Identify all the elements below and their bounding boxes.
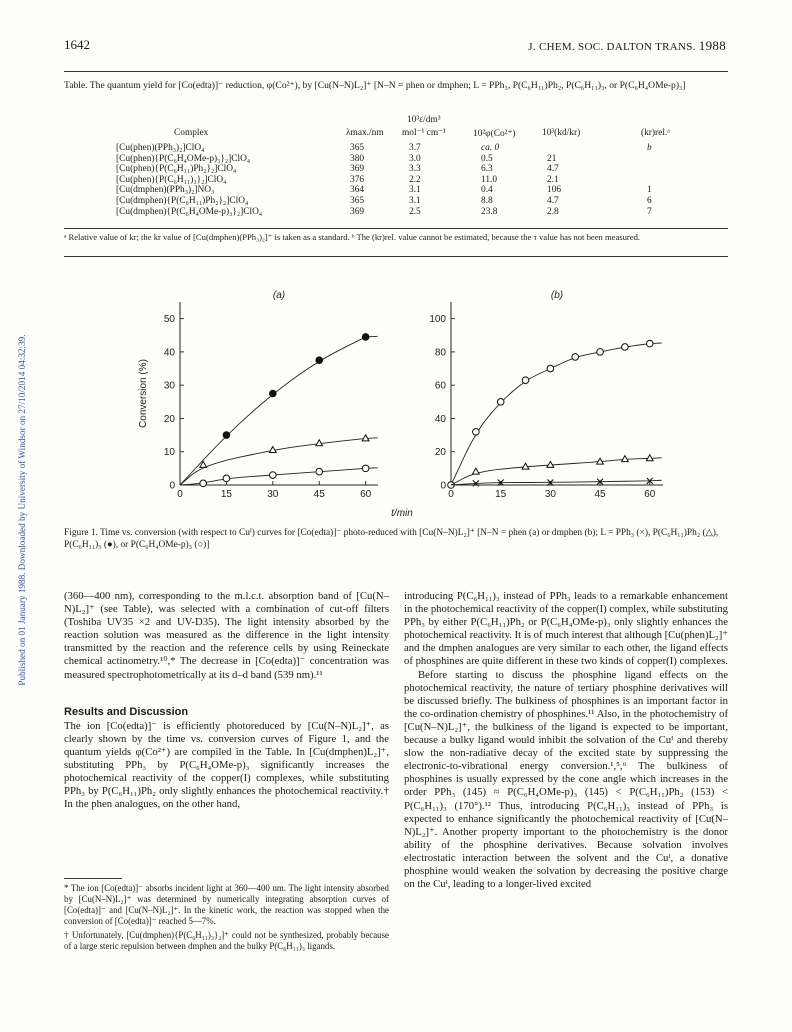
y-tick-label: 100: [429, 314, 446, 326]
journal-year: 1988: [698, 38, 726, 53]
y-tick-label: 40: [163, 347, 175, 359]
right-column: [404, 590, 728, 891]
y-tick-label: 20: [163, 413, 175, 425]
y-tick-label: 0: [440, 480, 446, 492]
footnote-rule: [64, 878, 122, 879]
table-footnote: ᵃ Relative value of kr; the kr value of [Cu(dmphen)(PPh₃)₂]⁺ is taken as a standard. ᵇ The (kr)rel. value cannot be estimated, because the τ value has not been measured.: [64, 232, 641, 242]
table-row: [Cu(dmphen)(PPh₃)₂]NO₃ 364 3.1 0.4 106 1: [116, 185, 652, 196]
series-curve: [180, 336, 378, 485]
data-point: [362, 334, 369, 341]
footnotes: [64, 883, 389, 955]
panel-label: (a): [272, 290, 286, 301]
x-tick-label: 60: [644, 489, 656, 500]
x-tick-label: 45: [313, 489, 325, 500]
data-point: [223, 475, 230, 482]
data-point: [316, 468, 323, 475]
data-point: [316, 440, 323, 446]
x-tick-label: 60: [360, 489, 372, 500]
data-point: [622, 456, 629, 462]
header-phi: 10²φ(Co²⁺): [473, 129, 516, 139]
table-top-rule: [64, 71, 728, 72]
x-tick-label: 0: [448, 489, 454, 500]
y-tick-label: 40: [434, 413, 446, 425]
data-point: [646, 455, 653, 461]
table-end-rule: [64, 256, 728, 257]
data-point: [362, 435, 369, 441]
x-tick-label: 30: [267, 489, 279, 500]
table-row: [Cu(phen){P(C₆H₁₁)₃}₂]ClO₄ 376 2.2 11.0 2.1: [116, 174, 559, 185]
page-number: 1642: [64, 37, 90, 52]
header-krrel: (kr)rel.ᵃ: [641, 128, 670, 138]
body-paragraph: The ion [Co(edta)]⁻ is efficiently photoreduced by [Cu(N–N)L₂]⁺, as clearly shown by the time vs. conversion curves of Figure 1, and the quantum yields φ(Co²⁺) are compiled in the Table. In [Cu(dmphen)L₂]⁺, substituting PPh₃ by P(C₆H₄OMe-p)₃ significantly increases the photochemical reactivity of the copper(I) complexes, while substituting PPh₃ by P(C₆H₁₁)Ph₂ only slightly enhances the photochemical reactivity.† In the phen analogues, on the other hand,: [64, 719, 389, 811]
data-point: [497, 399, 504, 406]
data-point: [597, 349, 604, 356]
header-complex: Complex: [174, 128, 209, 138]
data-point: [270, 390, 277, 397]
data-point: [270, 472, 277, 479]
body-paragraph: (360—400 nm), corresponding to the m.l.c.t. absorption band of [Cu(N–N)L₂]⁺ (see Table), was selected with a combination of cut-off filters (Toshiba UV35 ×2 and UV-D35). The light intensity absorbed by the reaction solution was measured as the difference in the light intensity transmitted by the reaction and the reference cells by using Reineckate chemical actinometry.¹⁰,* The decrease in [Co(edta)]⁻ concentration was measured spectrophotometrically at its d–d band (539 nm).¹¹: [64, 590, 389, 681]
x-tick-label: 15: [495, 489, 507, 500]
footnote: * The ion [Co(edta)]⁻ absorbs incident light at 360—400 nm. The light intensity absorbed by [Cu(N–N)L₂]⁺ was determined by numerically integrating absorption curves of [Co(edta)]⁻ and [Cu(N–N)L₂]⁺. In the kinetic work, the reaction was stopped when the conversion of [Co(edta)]⁻ reached 5—7%.: [64, 883, 389, 926]
data-point: [646, 340, 653, 347]
data-point: [572, 354, 579, 361]
table-row: [Cu(dmphen){P(C₆H₁₁)Ph₂}₂]ClO₄ 365 3.1 8.8 4.7 6: [116, 195, 652, 206]
y-tick-label: 0: [169, 480, 175, 492]
x-tick-label: 30: [544, 489, 556, 500]
data-point: [473, 428, 480, 435]
x-tick-label: 15: [220, 489, 232, 500]
data-point: [522, 377, 529, 384]
table-body: [64, 143, 728, 217]
data-point: [622, 344, 629, 351]
y-tick-label: 10: [163, 447, 175, 459]
download-stamp: Published on 01 January 1988. Downloaded by University of Windsor on 27/10/2014 04:32:39.: [17, 334, 27, 686]
y-tick-label: 60: [434, 380, 446, 392]
header-lambda: λmax./nm: [346, 128, 384, 138]
journal-name: J. CHEM. SOC. DALTON TRANS.: [528, 41, 696, 53]
table-bottom-rule: [64, 228, 728, 229]
series-curve: [180, 438, 378, 485]
journal-header: [528, 38, 726, 54]
header-epsilon-top: 10³ε/dm³: [407, 115, 441, 125]
conversion-charts: [0, 282, 792, 522]
y-tick-label: 50: [163, 314, 175, 326]
header-kdkr: 10³(kd/kr): [542, 128, 581, 138]
table-row: [Cu(phen){P(C₆H₁₁)Ph₂}₂]ClO₄ 369 3.3 6.3 4.7: [116, 164, 559, 175]
data-point: [522, 463, 529, 469]
x-tick-label: 0: [177, 489, 183, 500]
table-row: [Cu(phen)(PPh₃)₂]ClO₄ 365 3.7 ca. 0 b: [116, 143, 652, 153]
data-point: [362, 465, 369, 472]
footnote: † Unfortunately, [Cu(dmphen){P(C₆H₁₁)₃}₂]⁺ could not be synthesized, probably because of a large steric repulsion between dmphen and the bulky P(C₆H₁₁)₃ ligands.: [64, 930, 389, 951]
body-paragraph: Before starting to discuss the phosphine ligand effects on the photochemical reactivity, the nature of tertiary phosphine derivatives will be discussed briefly. The bulkiness of phosphines is an important factor in the co-ordination chemistry of phosphines.¹¹ Also, in the photochemistry of [Cu(N–N)L₂]⁺, the bulkiness of the ligand is expected to be important, because a bulky ligand would inhibit the solvation of the Cuᴵ and thereby slow the non-radiative decay of the excited state by suppressing the electronic-to-vibrational energy conversion.¹,⁵,⁶ The bulkiness of phosphines is usually expressed by the cone angle which increases in the order PPh₃ (145) ≈ P(C₆H₄OMe-p)₃ (145) < P(C₆H₁₁)Ph₂ (153) < P(C₆H₁₁)₃ (170°).¹² Thus, introducing P(C₆H₁₁)₃ instead of PPh₃ is expected to enhance significantly the photochemical reactivity of [Cu(N–N)L₂]⁺. Another property important to the photochemistry is the donor ability of the phosphine derivatives. Because solvation involves electrostatic interaction between the solvent and the Cuᴵ, a donative phosphine would weaken the solvation by decreasing the positive charge on the Cuᴵ, leading to a longer-lived excited: [404, 668, 728, 891]
series-curve: [451, 480, 662, 485]
table-caption: Table. The quantum yield for [Co(edta)]⁻ reduction, φ(Co²⁺), by [Cu(N–N)L₂]⁺ [N–N = phen or dmphen; L = PPh₃, P(C₆H₁₁)Ph₂, P(C₆H₁₁)₃, or P(C₆H₄OMe-p)₃]: [64, 80, 686, 91]
series-curve: [451, 343, 662, 485]
x-tick-label: 45: [594, 489, 606, 500]
data-point: [316, 357, 323, 364]
table-row: [Cu(phen){P(C₆H₄OMe-p)₃}₂]ClO₄ 380 3.0 0.5 21: [116, 153, 557, 164]
data-point: [269, 446, 276, 452]
data-point: [547, 365, 554, 372]
data-point: [223, 432, 230, 439]
left-column: [64, 590, 389, 811]
data-point: [200, 480, 207, 487]
body-paragraph: introducing P(C₆H₁₁)₃ instead of PPh₃ leads to a remarkable enhancement in the photochemical reactivity of the copper(I) complex, while substituting PPh₃ by either P(C₆H₁₁)Ph₂ or P(C₆H₄OMe-p)₃ only slightly enhances the photochemical reactivity. It is of much interest that although [Cu(phen)L₂]⁺ and the dmphen analogues are very similar to each other, the ligand effects of phosphines are quite different in these two kinds of copper(I) complexes.: [404, 590, 728, 668]
data-point: [472, 468, 479, 474]
figure-caption: Figure 1. Time vs. conversion (with respect to Cuᴵ) curves for [Co(edta)]⁻ photo-reduced with [Cu(N–N)L₂]⁺ [N–N = phen (a) or dmphen (b); L = PPh₃ (×), P(C₆H₁₁)Ph₂ (△), P(C₆H₁₁)₃ (●), or P(C₆H₄OMe-p)₃ (○)]: [64, 528, 719, 550]
series-curve: [180, 468, 378, 485]
panel-label: (b): [550, 290, 564, 301]
y-tick-label: 30: [163, 380, 175, 392]
x-axis-label: t/min: [391, 508, 413, 519]
y-tick-label: 20: [434, 447, 446, 459]
y-axis-label: Conversion (%): [138, 359, 149, 428]
table-row: [Cu(dmphen){P(C₆H₄OMe-p)₃}₂]ClO₄ 369 2.5 23.8 2.8 7: [116, 206, 652, 217]
y-tick-label: 80: [434, 347, 446, 359]
header-epsilon-bottom: mol⁻¹ cm⁻¹: [402, 128, 446, 138]
section-heading: Results and Discussion: [64, 705, 189, 718]
